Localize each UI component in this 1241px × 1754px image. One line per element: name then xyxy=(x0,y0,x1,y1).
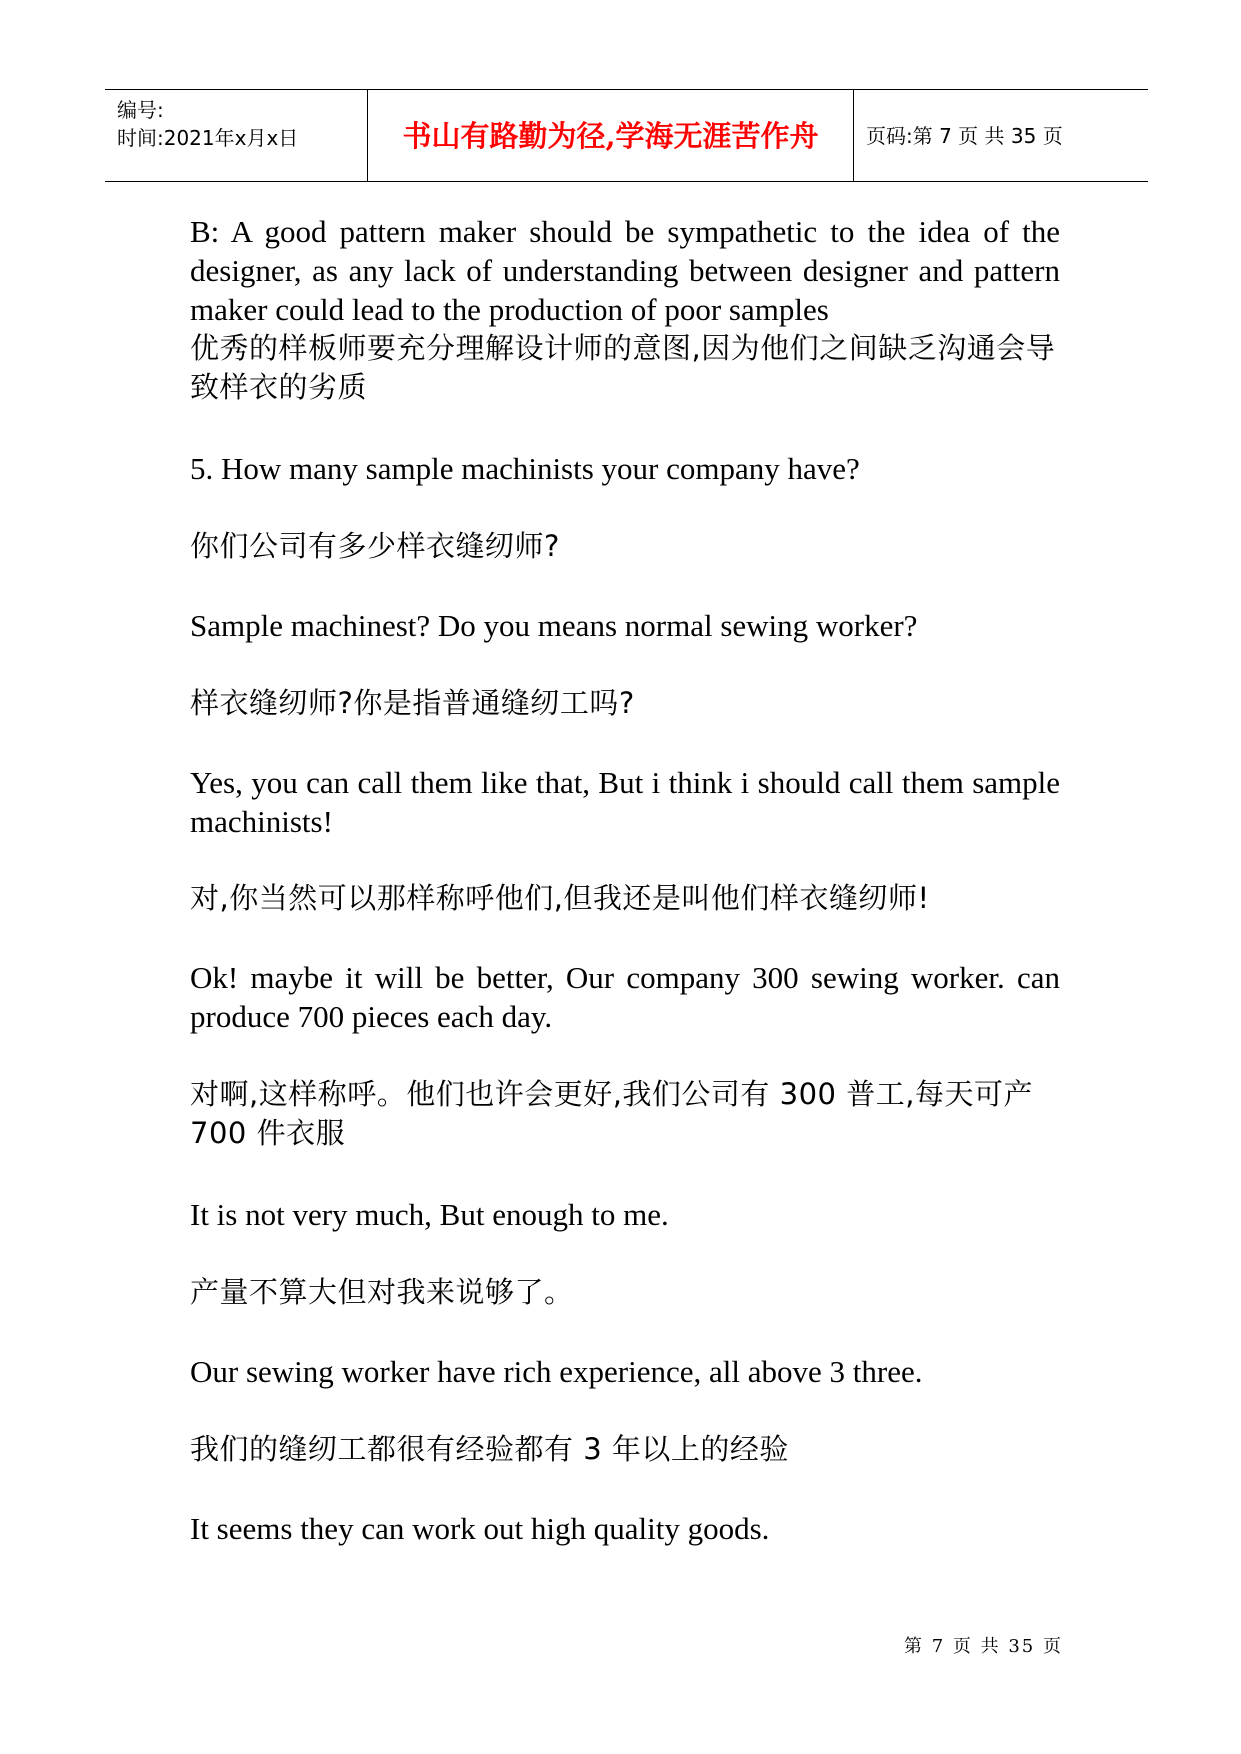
paragraph-zh: 对,你当然可以那样称呼他们,但我还是叫他们样衣缝纫师! xyxy=(190,881,930,915)
paragraph-en: Sample machinest? Do you means normal sewing worker? xyxy=(190,608,918,643)
paragraph-zh: 对啊,这样称呼。他们也许会更好,我们公司有 300 普工,每天可产 700 件衣服 xyxy=(190,1077,1033,1150)
paragraph-zh: 你们公司有多少样衣缝纫师? xyxy=(190,529,560,563)
paragraph-en: It is not very much, But enough to me. xyxy=(190,1197,669,1232)
paragraph-en: B: A good pattern maker should be sympathetic to the idea of the designer, as any lack of understanding between designer and pattern maker could lead to the production of poor samples xyxy=(190,214,1060,327)
header-page-label: 页码:第 7 页 共 35 页 xyxy=(866,124,1063,148)
document-header xyxy=(105,89,1148,182)
paragraph-en: It seems they can work out high quality goods. xyxy=(190,1511,770,1546)
paragraph-zh: 样衣缝纫师?你是指普通缝纫工吗? xyxy=(190,686,635,720)
paragraph-zh: 我们的缝纫工都很有经验都有 3 年以上的经验 xyxy=(190,1432,789,1466)
paragraph-en: Ok! maybe it will be better, Our company 300 sewing worker. can produce 700 pieces each day. xyxy=(190,960,1060,1034)
paragraph-en: Yes, you can call them like that, But i think i should call them sample machinists! xyxy=(190,765,1060,839)
document-time-label: 时间:2021年x月x日 xyxy=(117,126,299,150)
paragraph-en: Our sewing worker have rich experience, all above 3 three. xyxy=(190,1354,923,1389)
paragraph-zh: 优秀的样板师要充分理解设计师的意图,因为他们之间缺乏沟通会导致样衣的劣质 xyxy=(190,331,1056,404)
paragraph-zh: 产量不算大但对我来说够了。 xyxy=(190,1275,574,1309)
document-number-label: 编号: xyxy=(117,98,164,122)
header-motto: 书山有路勤为径,学海无涯苦作舟 xyxy=(368,90,854,181)
page-footer: 第 7 页 共 35 页 xyxy=(904,1636,1063,1657)
paragraph-en: 5. How many sample machinists your company have? xyxy=(190,451,860,486)
header-meta-cell xyxy=(105,90,368,181)
